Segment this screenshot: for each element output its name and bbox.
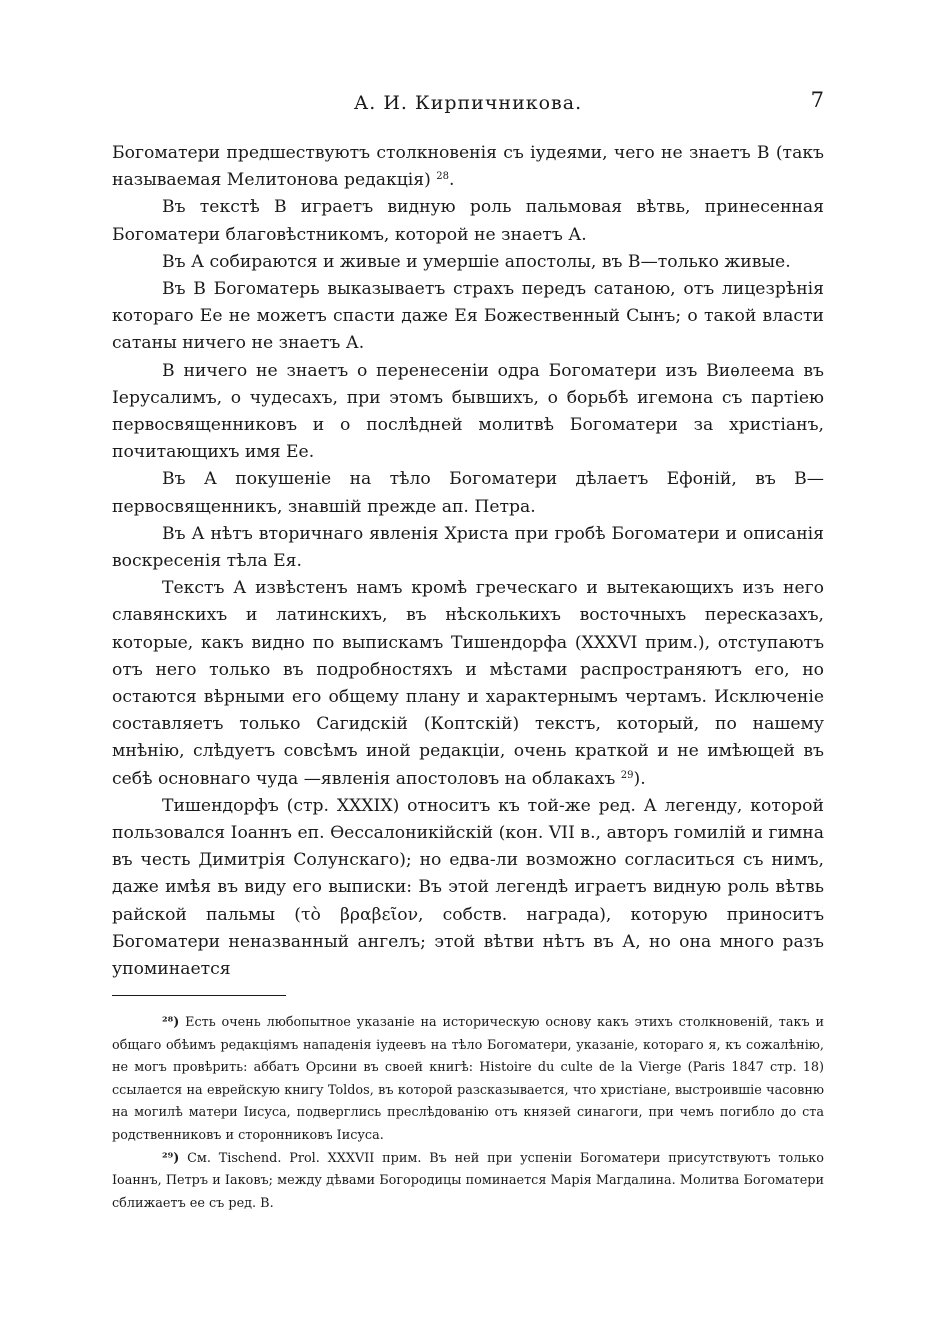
paragraph: Текстъ А извѣстенъ намъ кромѣ греческаго и вытекающихъ изъ него славянскихъ и латинскихъ, въ нѣсколькихъ восточныхъ пересказахъ, которые, какъ видно по выпискамъ Тишендорфа (XXXVI прим.), отступаютъ отъ него только въ подробностяхъ и мѣстами распространяютъ его, но остаются вѣрными его общему плану и характернымъ чертамъ. Исключеніе составляетъ только Сагидскій (Коптскій) текстъ, который, по нашему мнѣнію, слѣдуетъ совсѣмъ иной редакціи, очень краткой и не имѣющей въ себѣ основнаго чуда —явленія апостоловъ на облакахъ $^{29}$). [112,578,824,789]
paragraph: Въ В Богоматерь выказываетъ страхъ передъ сатаною, отъ лицезрѣнія котораго Ее не можетъ спасти даже Ея Божественный Сынъ; о такой власти сатаны ничего не знаетъ А. [112,279,824,354]
paragraph: Въ А собираются и живые и умершіе апостолы, въ В—только живые. [162,251,791,272]
footnote: ²⁹) См. Tischend. Prol. XXXVII прим. Въ ней при успеніи Богоматери присутствуютъ только Іоаннъ, Петръ и Іаковъ; между дѣвами Богородицы поминается Марія Магдалина. Молитва Богоматери сближаетъ ее съ ред. В. [112,1150,824,1211]
footnote-ref[interactable]: 29 [620,769,634,781]
footnote-mark: ²⁹) [162,1150,180,1166]
body-text [112,140,824,983]
footnote-mark: ²⁸) [162,1015,180,1030]
page-number: 7 [810,88,824,112]
footnote-divider [112,995,286,996]
paragraph: Богоматери предшествуютъ столкновенія съ іудеями, чего не знаетъ В (такъ называемая Мелитонова редакція) $^{28}$. [112,143,824,191]
paragraph: Въ текстѣ В играетъ видную роль пальмовая вѣтвь, принесенная Богоматери благовѣстникомъ, которой не знаетъ А. [112,197,824,245]
paragraph: Въ А покушеніе на тѣло Богоматери дѣлаетъ Ефоній, въ В—первосвященникъ, знавшій прежде ап. Петра. [112,469,824,517]
footnotes [112,1012,824,1215]
footnote-ref[interactable]: 28 [436,171,450,183]
running-head: А. И. Кирпичникова. [353,92,583,114]
paragraph: В ничего не знаетъ о перенесеніи одра Богоматери изъ Виѳлеема въ Іерусалимъ, о чудесахъ, при этомъ бывшихъ, о борьбѣ игемона съ партіею первосвященниковъ и о послѣдней молитвѣ Богоматери за христіанъ, почитающихъ имя Ее. [112,360,824,463]
footnote: ²⁸) Есть очень любопытное указаніе на историческую основу какъ этихъ столкновеній, такъ и общаго обѣимъ редакціямъ нападенія іудеевъ на тѣло Богоматери, указаніе, котораго я, къ сожалѣнію, не могъ провѣрить: аббатъ Орсини въ своей книгѣ: Histoire du culte de la Vierge (Paris 1847 стр. 18) ссылается на еврейскую книгу Toldos, въ которой разсказывается, что христіане, выстроившіе часовню на могилѣ матери Іисуса, подверглись преслѣдованію отъ князей синагоги, при чемъ погибло до ста родственниковъ и сторонниковъ Іисуса. [112,1015,824,1143]
paragraph: Тишендорфъ (стр. XXXIX) относитъ къ той-же ред. А легенду, которой пользовался Іоаннъ еп. Ѳессалоникійскій (кон. VII в., авторъ гомилій и гимна въ честь Димитрія Солунскаго); но едва-ли возможно согласиться съ нимъ, даже имѣя въ виду его выписки: Въ этой легендѣ играетъ видную роль вѣтвь райской пальмы (τὸ βραβεῖον, собств. награда), которую приноситъ Богоматери неназванный ангелъ; этой вѣтви нѣтъ въ А, но она много разъ упоминается [112,795,824,980]
paragraph: Въ А нѣтъ вторичнаго явленія Христа при гробѣ Богоматери и описанія воскресенія тѣла Ея. [112,523,824,572]
